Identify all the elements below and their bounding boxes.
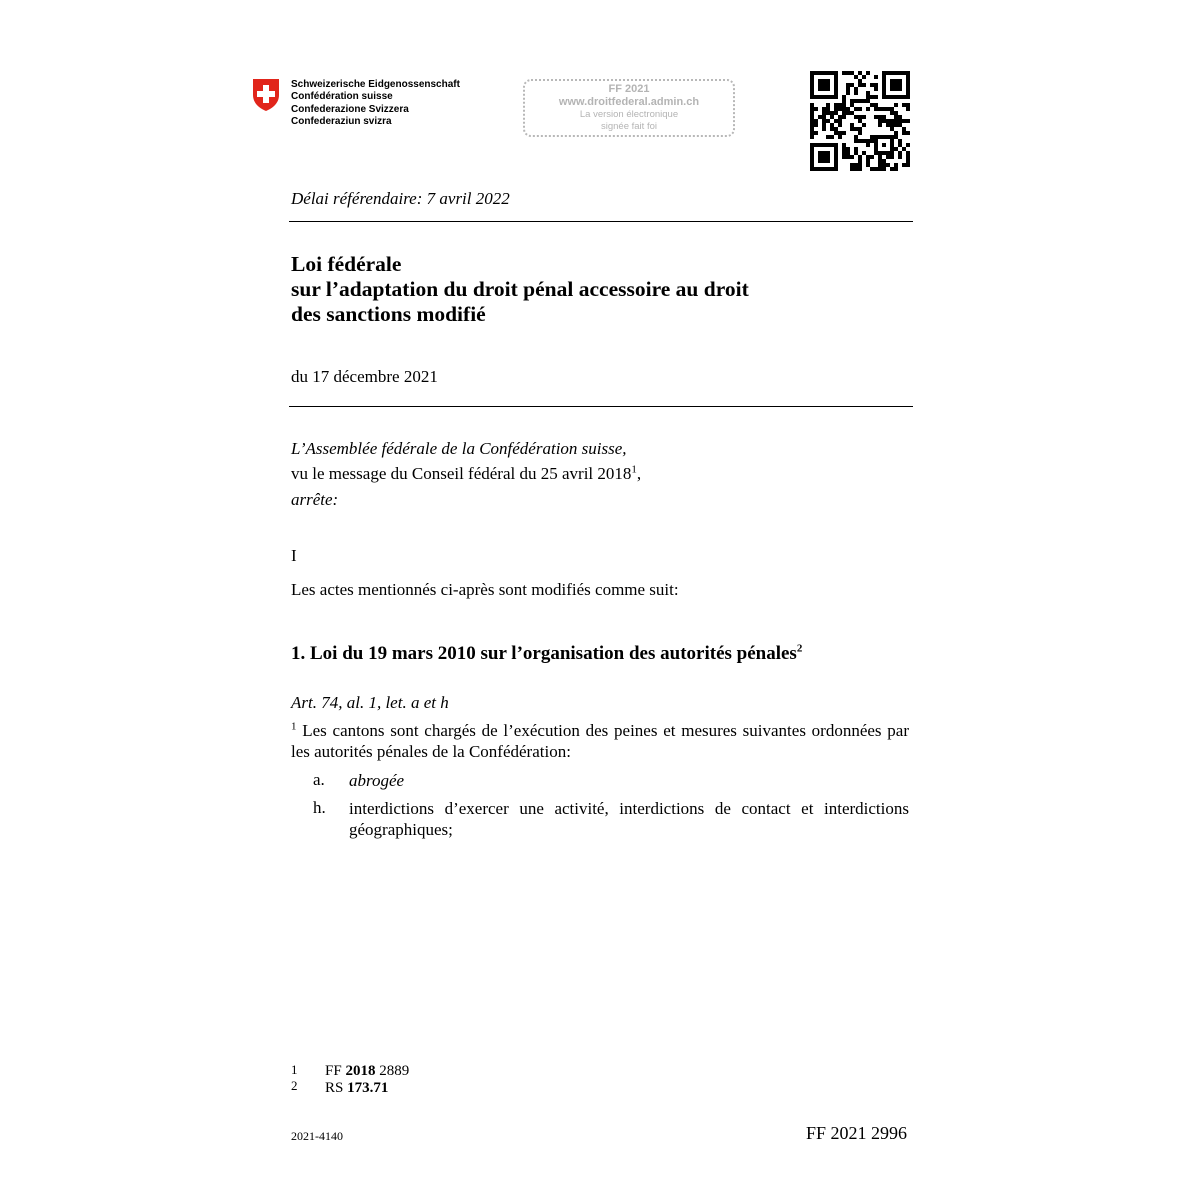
preamble-message — [291, 464, 641, 484]
footnote-2-text — [325, 1080, 388, 1097]
law-title-line-3: des sanctions modifié — [291, 302, 486, 326]
stamp-ff: FF 2021 — [608, 83, 650, 95]
confederation-names — [291, 79, 460, 128]
intro-text: Les actes mentionnés ci-après sont modifiés comme suit: — [291, 580, 679, 599]
law-title-line-1: Loi fédérale — [291, 252, 402, 276]
electronic-version-stamp — [523, 79, 735, 137]
footnote-1-number: 1 — [291, 1062, 298, 1077]
footnote-1-text — [325, 1063, 409, 1080]
law-title-line-2: sur l’adaptation du droit pénal accessoire au droit — [291, 277, 749, 301]
preamble-decree: arrête: — [291, 490, 339, 509]
list-item-letter-h: h. — [313, 798, 326, 817]
footnote-1-suffix: 2889 — [375, 1063, 410, 1079]
preamble-message-end: , — [636, 464, 642, 483]
confederation-name-de: Schweizerische Eidgenossenschaft — [291, 79, 460, 90]
list-item-text-h: interdictions d’exercer une activité, interdictions de contact et interdictions géographiques; — [349, 799, 909, 839]
preamble-assembly: L’Assemblée fédérale de la Confédération suisse, — [291, 439, 627, 458]
preamble-message-text: vu le message du Conseil fédéral du 25 avril 2018 — [291, 464, 632, 483]
stamp-url: www.droitfederal.admin.ch — [558, 96, 700, 108]
footnote-1-prefix: FF — [325, 1063, 346, 1079]
document-code: 2021-4140 — [291, 1129, 343, 1143]
confederation-name-fr: Confédération suisse — [291, 91, 393, 103]
list-item-letter-a: a. — [313, 770, 325, 789]
swiss-coat-of-arms-icon — [251, 78, 281, 112]
footnote-2-number: 2 — [291, 1078, 298, 1093]
qr-code-icon — [810, 71, 910, 171]
referendum-deadline: Délai référendaire: 7 avril 2022 — [291, 189, 510, 208]
law-title — [291, 252, 749, 327]
footnote-2-prefix: RS — [325, 1080, 348, 1096]
divider-top — [289, 221, 913, 222]
paragraph-text: Les cantons sont chargés de l’exécution des peines et mesures suivantes ordonnées par les autorités pénales de la Confédération: — [291, 721, 909, 761]
paragraph-number: 1 — [291, 720, 297, 733]
section-1-title-text: 1. Loi du 19 mars 2010 sur l’organisation des autorités pénales — [291, 643, 797, 664]
footnote-1-bold: 2018 — [345, 1063, 376, 1079]
stamp-note-2: signée fait foi — [601, 121, 657, 132]
divider-bottom — [289, 406, 913, 407]
page-reference: FF 2021 2996 — [806, 1123, 908, 1143]
list-item-text-a: abrogée — [349, 771, 405, 790]
stamp-note-1: La version électronique — [579, 109, 679, 120]
footnote-ref-2[interactable]: 2 — [796, 642, 803, 655]
article-paragraph-1 — [291, 720, 909, 762]
footnote-2-bold: 173.71 — [347, 1080, 389, 1096]
law-date: du 17 décembre 2021 — [291, 367, 438, 386]
confederation-name-it: Confederazione Svizzera — [291, 103, 409, 115]
footnote-ref-1[interactable]: 1 — [631, 463, 637, 476]
confederation-name-rm: Confederaziun svizra — [291, 115, 392, 127]
section-1-title — [291, 643, 802, 665]
article-reference: Art. 74, al. 1, let. a et h — [291, 693, 449, 712]
part-number: I — [291, 546, 297, 565]
